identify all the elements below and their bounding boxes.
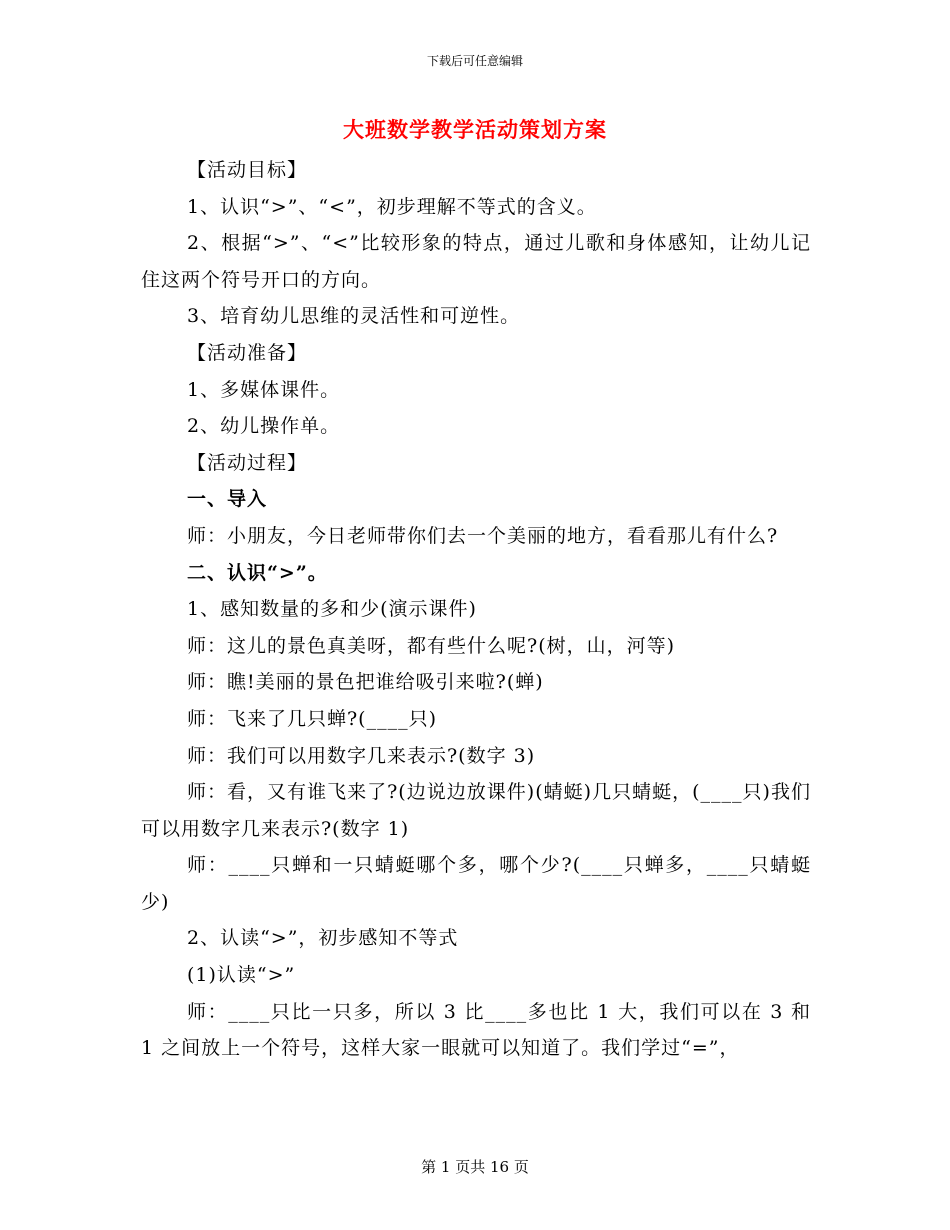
body-paragraph: (1)认读“>” [187,964,296,987]
page-header-note: 下载后可任意编辑 [426,54,523,68]
body-paragraph: 【活动过程】 [187,451,308,474]
body-paragraph: 师：飞来了几只蝉?(____只) [187,707,438,730]
document-body [141,152,811,1067]
body-paragraph: 【活动准备】 [187,341,308,364]
body-paragraph: 3、培育幼儿思维的灵活性和可逆性。 [187,305,521,328]
body-paragraph: 师：这儿的景色真美呀，都有些什么呢?(树，山，河等) [187,634,676,657]
page-footer: 第 1 页共 16 页 [421,1158,529,1176]
body-paragraph: 1、认识“>”、“<”，初步理解不等式的含义。 [187,195,597,218]
document-title: 大班数学教学活动策划方案 [343,117,607,142]
body-paragraph: 1、多媒体课件。 [187,378,341,401]
body-paragraph: 2、幼儿操作单。 [187,415,341,438]
body-paragraph: 2、认读“>”，初步感知不等式 [187,927,459,950]
body-paragraph: 师：____只比一只多，所以 3 比____多也比 1 大，我们可以在 3 和 1 之间放上一个符号，这样大家一眼就可以知道了。我们学过“=”， [141,1000,811,1060]
body-paragraph: 师：看，又有谁飞来了?(边说边放课件)(蜻蜓)几只蜻蜓，(____只)我们可以用数字几来表示?(数字 1) [141,781,811,840]
body-paragraph: 师：小朋友，今日老师带你们去一个美丽的地方，看看那儿有什么? [187,524,779,547]
section-heading: 二、认识“>”。 [187,561,328,584]
body-paragraph: 2、根据“>”、“<”比较形象的特点，通过儿歌和身体感知，让幼儿记住这两个符号开口的方向。 [141,232,811,291]
section-heading: 一、导入 [187,488,268,511]
body-paragraph: 师：我们可以用数字几来表示?(数字 3) [187,744,536,767]
body-paragraph: 1、感知数量的多和少(演示课件) [187,598,477,621]
body-paragraph: 【活动目标】 [187,159,308,181]
body-paragraph: 师：____只蝉和一只蜻蜓哪个多，哪个少?(____只蝉多，____只蜻蜓少) [141,854,811,913]
body-paragraph: 师：瞧!美丽的景色把谁给吸引来啦?(蝉) [187,671,544,694]
